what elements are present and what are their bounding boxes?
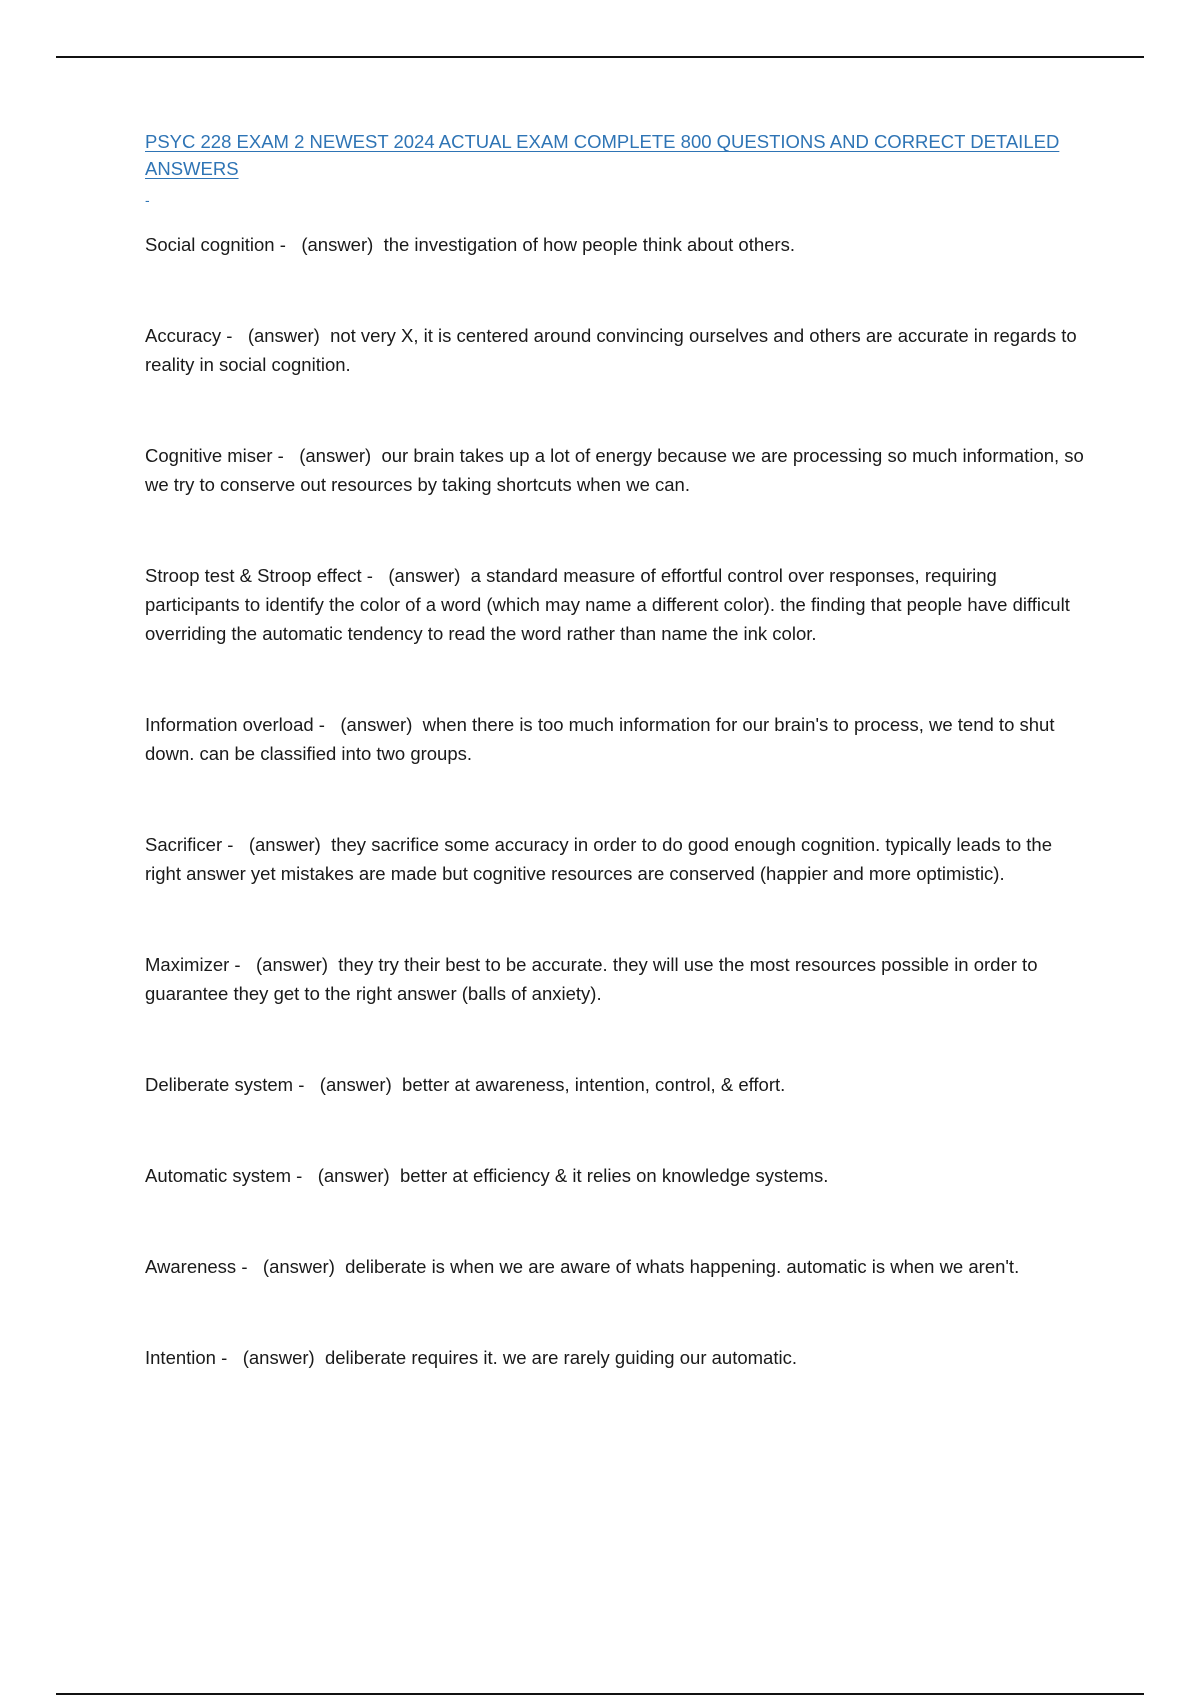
entry-separator: - — [272, 445, 300, 466]
entry-term: Social cognition — [145, 234, 275, 255]
flashcard-entry — [145, 710, 1090, 768]
entry-definition: the investigation of how people think about others. — [383, 234, 795, 255]
flashcard-entry — [145, 441, 1090, 499]
entry-separator: - — [229, 954, 257, 975]
entry-term: Deliberate system — [145, 1074, 294, 1095]
entry-definition: they sacrifice some accuracy in order to do good enough cognition. typically leads to the right answer yet mistakes are made but cognitive resources are conserved (happier and more optimistic). — [145, 834, 1052, 884]
entry-separator: - — [313, 714, 341, 735]
document-title-link[interactable]: PSYC 228 EXAM 2 NEWEST 2024 ACTUAL EXAM COMPLETE 800 QUESTIONS AND CORRECT DETAILED ANSWERS — [145, 131, 1060, 179]
entry-answer-label: (answer) — [256, 954, 328, 975]
entry-term: Intention — [145, 1347, 216, 1368]
flashcard-list — [145, 230, 1090, 1372]
flashcard-entry — [145, 1343, 1090, 1372]
entry-gap — [328, 954, 338, 975]
entry-gap — [335, 1256, 345, 1277]
flashcard-entry — [145, 950, 1090, 1008]
entry-separator: - — [215, 1347, 243, 1368]
entry-definition: deliberate is when we are aware of whats happening. automatic is when we aren't. — [345, 1256, 1020, 1277]
entry-separator: - — [221, 325, 248, 346]
entry-separator: - — [291, 1165, 318, 1186]
entry-separator: - — [361, 565, 389, 586]
entry-term: Maximizer — [145, 954, 230, 975]
entry-term: Sacrificer — [145, 834, 223, 855]
entry-separator: - — [274, 234, 302, 255]
entry-definition: a standard measure of effortful control over responses, requiring participants to identify the color of a word (which may name a different color). the finding that people have difficult overriding the automatic tendency to read the word rather than name the ink color. — [145, 565, 1070, 644]
entry-gap — [371, 445, 381, 466]
entry-answer-label: (answer) — [247, 325, 320, 346]
flashcard-entry — [145, 230, 1090, 259]
entry-term: Automatic system — [145, 1165, 291, 1186]
entry-answer-label: (answer) — [299, 445, 372, 466]
entry-gap — [460, 565, 470, 586]
entry-answer-label: (answer) — [340, 714, 413, 735]
entry-answer-label: (answer) — [301, 234, 374, 255]
title-dash: - — [145, 192, 150, 208]
bottom-rule — [56, 1693, 1144, 1695]
flashcard-entry — [145, 1252, 1090, 1281]
entry-gap — [315, 1347, 325, 1368]
entry-definition: when there is too much information for our brain's to process, we tend to shut down. can be classified into two groups. — [145, 714, 1055, 764]
flashcard-entry — [145, 561, 1090, 648]
entry-definition: better at efficiency & it relies on knowledge systems. — [399, 1165, 829, 1186]
entry-definition: better at awareness, intention, control, & effort. — [402, 1074, 786, 1095]
entry-answer-label: (answer) — [248, 834, 321, 855]
entry-separator: - — [293, 1074, 320, 1095]
top-rule — [56, 56, 1144, 58]
entry-term: Accuracy — [145, 325, 222, 346]
entry-separator: - — [222, 834, 249, 855]
entry-term: Awareness — [145, 1256, 237, 1277]
entry-gap — [412, 714, 422, 735]
entry-term: Cognitive miser — [145, 445, 273, 466]
entry-answer-label: (answer) — [242, 1347, 315, 1368]
entry-gap — [392, 1074, 402, 1095]
entry-definition: deliberate requires it. we are rarely guiding our automatic. — [324, 1347, 797, 1368]
entry-definition: they try their best to be accurate. they will use the most resources possible in order to guarantee they get to the right answer (balls of anxiety). — [145, 954, 1038, 1004]
entry-term: Stroop test & Stroop effect — [145, 565, 362, 586]
entry-answer-label: (answer) — [319, 1074, 392, 1095]
entry-gap — [373, 234, 383, 255]
flashcard-entry — [145, 1161, 1090, 1190]
entry-gap — [390, 1165, 400, 1186]
flashcard-entry — [145, 321, 1090, 379]
flashcard-entry — [145, 830, 1090, 888]
entry-definition: not very X, it is centered around convincing ourselves and others are accurate in regards to reality in social cognition. — [145, 325, 1077, 375]
entry-separator: - — [236, 1256, 263, 1277]
entry-term: Information overload — [145, 714, 314, 735]
entry-answer-label: (answer) — [262, 1256, 335, 1277]
entry-gap — [320, 325, 330, 346]
document-body — [145, 128, 1090, 1372]
entry-answer-label: (answer) — [317, 1165, 390, 1186]
entry-answer-label: (answer) — [388, 565, 461, 586]
flashcard-entry — [145, 1070, 1090, 1099]
entry-gap — [321, 834, 331, 855]
entry-definition: our brain takes up a lot of energy because we are processing so much information, so we try to conserve out resources by taking shortcuts when we can. — [145, 445, 1084, 495]
